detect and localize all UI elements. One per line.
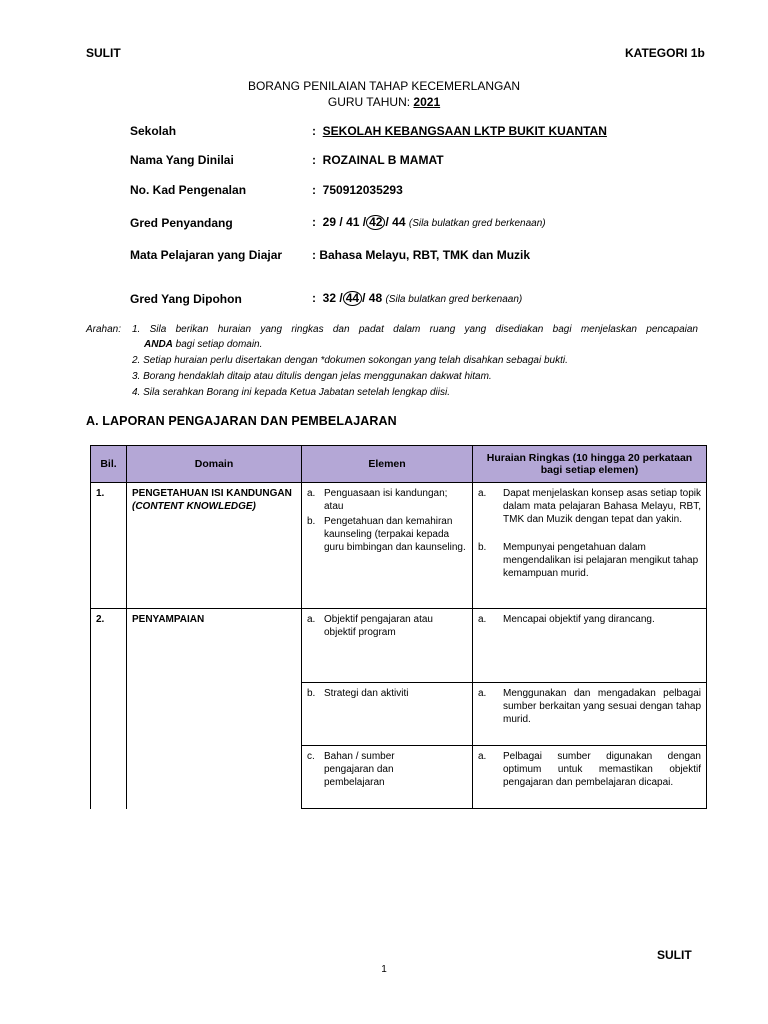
row1-bil: 1. [91,483,127,609]
field-label-mata-pelajaran: Mata Pelajaran yang Diajar [130,248,283,262]
field-label-sekolah: Sekolah [130,124,177,138]
row1-domain: PENGETAHUAN ISI KANDUNGAN (CONTENT KNOWLEDGE) [127,483,302,609]
header-sulit: SULIT [86,46,121,60]
row2c-huraian: a. Pelbagai sumber digunakan dengan optimum untuk memastikan objektif pengajaran dan pembelajaran dicapai. [473,746,707,809]
field-value-gred-penyandang: : 29 / 41 / 42 / 44 (Sila bulatkan gred berkenaan) [312,215,546,229]
circled-grade: 42 [366,215,385,230]
instruction-2: 2. Setiap huraian perlu disertakan dengan *dokumen sokongan yang telah disahkan sebagai bukti. [132,355,568,366]
list-item: b. Mempunyai pengetahuan dalam mengendalikan isi pelajaran mengikut tahap kemampuan murid. [478,542,699,579]
field-value-nama: : ROZAINAL B MAMAT [312,153,444,167]
header-elemen: Elemen [302,446,473,483]
field-label-kad: No. Kad Pengenalan [130,183,247,197]
instruction-3: 3. Borang hendaklah ditaip atau ditulis dengan jelas menggunakan dakwat hitam. [132,371,492,382]
list-item: a. Penguasaan isi kandungan; atau [307,488,448,512]
field-value-gred-dipohon: : 32 / 44 / 48 (Sila bulatkan gred berkenaan) [312,291,523,305]
row2-domain: PENYAMPAIAN [127,609,302,809]
instructions-label: Arahan: [86,324,122,335]
table-row [91,483,707,609]
list-item: a. Dapat menjelaskan konsep asas setiap topik dalam mata pelajaran Bahasa Melayu, RBT, TMK dan Muzik dengan tepat dan yakin. [478,488,701,525]
row2b-elemen: b. Strategi dan aktiviti [302,683,473,746]
row2a-huraian: a. Mencapai objektif yang dirancang. [473,609,707,683]
instruction-1: 1. Sila berikan huraian yang ringkas dan padat dalam ruang yang disediakan bagi menjelaskan pencapaian [132,324,698,335]
assessment-table [90,445,707,809]
row2a-elemen: a. Objektif pengajaran atau objektif program [302,609,473,683]
instructions [86,322,698,402]
circled-grade-dipohon: 44 [343,291,362,306]
form-subtitle: GURU TAHUN: 2021 [327,95,441,109]
form-title: BORANG PENILAIAN TAHAP KECEMERLANGAN [247,79,521,93]
field-value-mata-pelajaran: : Bahasa Melayu, RBT, TMK dan Muzik [312,248,531,262]
field-value-sekolah: : SEKOLAH KEBANGSAAN LKTP BUKIT KUANTAN [312,124,607,138]
field-label-gred-penyandang: Gred Penyandang [130,216,233,230]
table-row [91,609,707,683]
field-value-kad: : 750912035293 [312,183,403,197]
header-domain: Domain [127,446,302,483]
row1-elemen [302,483,473,609]
row2c-elemen: c. Bahan / sumber pengajaran dan pembelajaran [302,746,473,809]
field-label-gred-dipohon: Gred Yang Dipohon [130,292,242,306]
header-bil: Bil. [91,446,127,483]
instruction-4: 4. Sila serahkan Borang ini kepada Ketua Jabatan setelah lengkap diisi. [132,387,450,398]
form-year: 2021 [413,95,441,109]
row1-huraian [473,483,707,609]
footer-sulit: SULIT [657,948,692,962]
instruction-1b: ANDA bagi setiap domain. [144,339,263,350]
field-label-nama: Nama Yang Dinilai [130,153,234,167]
header-kategori: KATEGORI 1b [625,46,705,60]
row2b-huraian: a. Menggunakan dan mengadakan pelbagai sumber berkaitan yang sesuai dengan tahap murid. [473,683,707,746]
table-header-row [91,446,707,483]
page-number: 1 [381,964,387,975]
section-a-title: A. LAPORAN PENGAJARAN DAN PEMBELAJARAN [86,414,397,428]
header-huraian: Huraian Ringkas (10 hingga 20 perkataan bagi setiap elemen) [473,446,707,483]
row2-bil: 2. [91,609,127,809]
list-item: b. Pengetahuan dan kemahiran kaunseling (terpakai kepada guru bimbingan dan kaunseling. [307,516,466,553]
